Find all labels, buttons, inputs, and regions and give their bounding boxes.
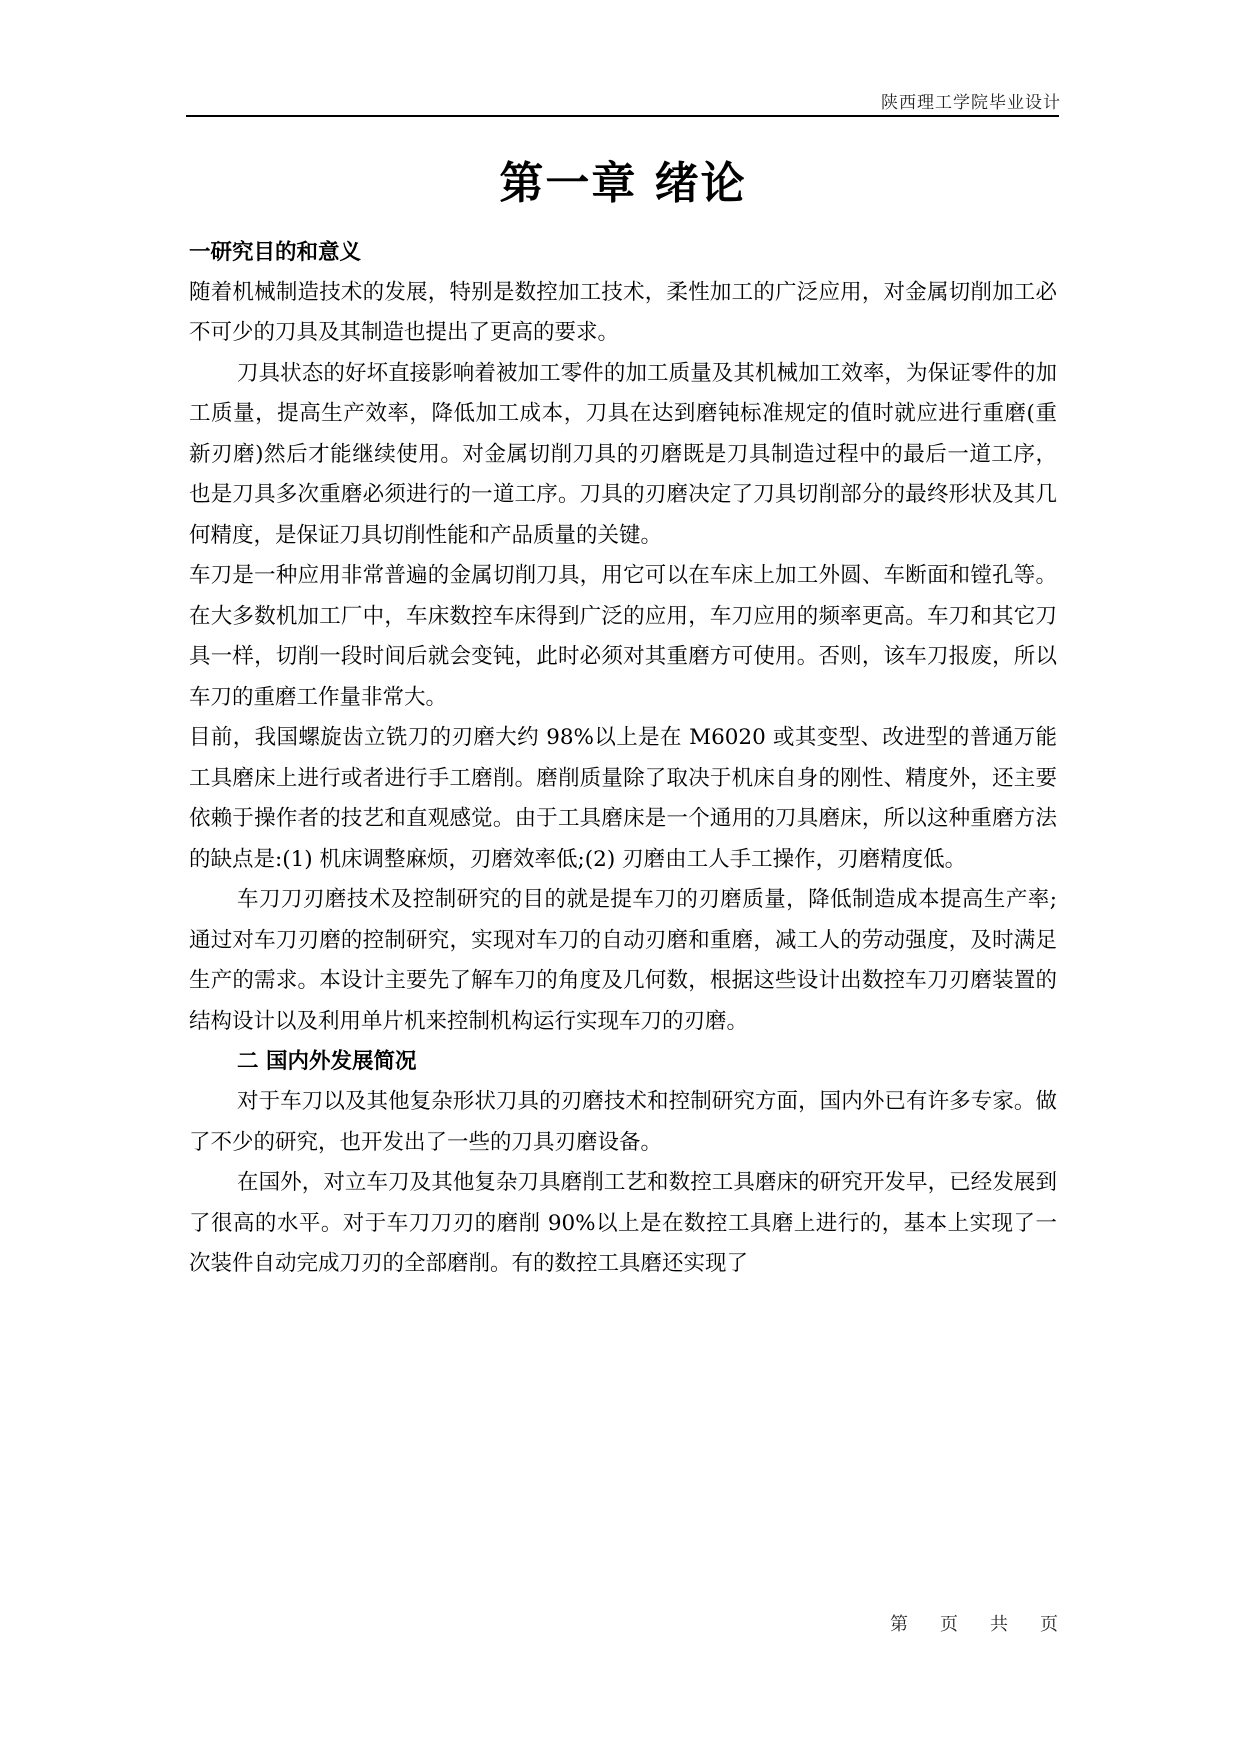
page-footer — [890, 1610, 1058, 1636]
paragraph: 在国外，对立车刀及其他复杂刀具磨削工艺和数控工具磨床的研究开发早，已经发展到了很高的水平。对于车刀刀刃的磨削 90%以上是在数控工具磨上进行的，基本上实现了一次装件自动完成刀刃的全部磨削。有的数控工具磨还实现了 — [189, 1170, 1057, 1277]
paragraph: 目前，我国螺旋齿立铣刀的刃磨大约 98%以上是在 M6020 或其变型、改进型的普通万能工具磨床上进行或者进行手工磨削。磨削质量除了取决于机床自身的刚性、精度外，还主要依赖于操作者的技艺和直观感觉。由于工具磨床是一个通用的刀具磨床，所以这种重磨方法的缺点是:(1) 机床调整麻烦，刃磨效率低;(2) 刃磨由工人手工操作，刃磨精度低。 — [189, 725, 1057, 872]
running-header: 陕西理工学院毕业设计 — [881, 93, 1061, 113]
footer-page-unit: 页 — [940, 1614, 958, 1635]
section-heading-purpose: 一研究目的和意义 — [189, 239, 362, 265]
header-rule — [186, 115, 1059, 117]
page-body — [189, 158, 1057, 1285]
footer-total-unit: 页 — [1040, 1614, 1058, 1635]
chapter-title: 第一章 绪论 — [499, 158, 747, 209]
paragraph: 随着机械制造技术的发展，特别是数控加工技术，柔性加工的广泛应用，对金属切削加工必不可少的刀具及其制造也提出了更高的要求。 — [189, 279, 1057, 346]
footer-total-label: 共 — [990, 1614, 1008, 1635]
paragraph: 刀具状态的好坏直接影响着被加工零件的加工质量及其机械加工效率，为保证零件的加工质量，提高生产效率，降低加工成本，刀具在达到磨钝标准规定的值时就应进行重磨(重新刃磨)然后才能继续使用。对金属切削刀具的刃磨既是刀具制造过程中的最后一道工序，也是刀具多次重磨必须进行的一道工序。刀具的刃磨决定了刀具切削部分的最终形状及其几何精度，是保证刀具切削性能和产品质量的关键。 — [189, 360, 1057, 548]
paragraph: 对于车刀以及其他复杂形状刀具的刃磨技术和控制研究方面，国内外已有许多专家。做了不少的研究，也开发出了一些的刀具刃磨设备。 — [189, 1089, 1057, 1155]
paragraph: 车刀刀刃磨技术及控制研究的目的就是提车刀的刃磨质量，降低制造成本提高生产率;通过对车刀刃磨的控制研究，实现对车刀的自动刃磨和重磨，减工人的劳动强度，及时满足生产的需求。本设计主要先了解车刀的角度及几何数，根据这些设计出数控车刀刃磨装置的结构设计以及利用单片机来控制机构运行实现车刀的刃磨。 — [189, 887, 1057, 1034]
footer-page-label: 第 — [890, 1614, 908, 1635]
paragraph: 车刀是一种应用非常普遍的金属切削刀具，用它可以在车床上加工外圆、车断面和镗孔等。在大多数机加工厂中，车床数控车床得到广泛的应用，车刀应用的频率更高。车刀和其它刀具一样，切削一段时间后就会变钝，此时必须对其重磨方可使用。否则，该车刀报废，所以车刀的重磨工作量非常大。 — [189, 563, 1057, 710]
section-heading-overview: 二 国内外发展简况 — [237, 1049, 417, 1075]
